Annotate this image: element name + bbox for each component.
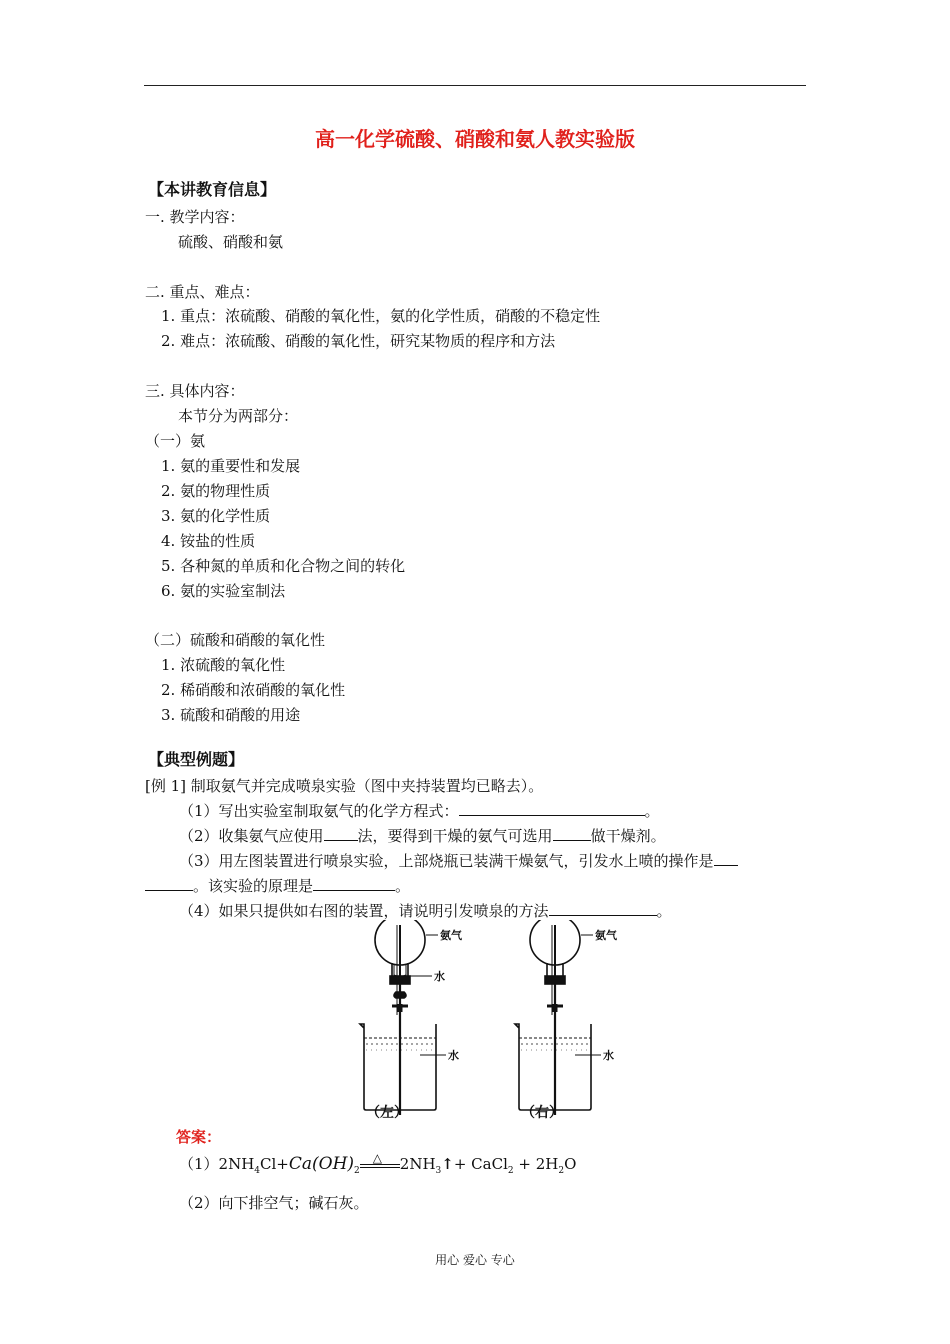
part1-item: 2. 氨的物理性质 xyxy=(161,482,271,500)
question-1: （1）写出实验室制取氨气的化学方程式： 。 xyxy=(179,802,660,820)
example1-stem: [例 1] 制取氨气并完成喷泉实验（图中夹持装置均已略去）。 xyxy=(145,777,544,795)
p1-label: 一. 教学内容： xyxy=(145,208,245,226)
question-2: （2）收集氨气应使用 法，要得到干燥的氨气可选用 做干燥剂。 xyxy=(179,827,666,845)
question-4: （4）如果只提供如右图的装置，请说明引发喷泉的方法 。 xyxy=(179,902,672,920)
left-apparatus xyxy=(360,920,446,1115)
page-footer: 用心 爱心 专心 xyxy=(435,1253,515,1267)
part2-item: 2. 稀硝酸和浓硝酸的氧化性 xyxy=(161,681,346,699)
p2-label: 二. 重点、难点： xyxy=(145,283,260,301)
answer-label: 答案： xyxy=(176,1128,222,1146)
part1-item: 3. 氨的化学性质 xyxy=(161,507,271,525)
part1-item: 6. 氨的实验室制法 xyxy=(161,582,286,600)
section-heading-info: 【本讲教育信息】 xyxy=(148,180,277,199)
part2-item: 3. 硫酸和硝酸的用途 xyxy=(161,706,301,724)
p2-item: 1. 重点：浓硫酸、硝酸的氧化性，氨的化学性质，硝酸的不稳定性 xyxy=(161,307,601,325)
section-heading-examples: 【典型例题】 xyxy=(148,750,245,769)
caption-left: （左） xyxy=(366,1105,408,1121)
label-ammonia-right: 氨气 xyxy=(595,929,617,942)
label-water-beaker-right: 水 xyxy=(603,1049,614,1062)
fountain-apparatus-figure xyxy=(350,920,660,1125)
answer-1-equation: $(1)2NH_4Cl+Ca(OH)_2$ △ $2NH_3↑+$ CaCl$_2$ + $2H_2O$ xyxy=(179,1151,577,1176)
p3-intro: 本节分为两部分： xyxy=(178,407,299,425)
part2-item: 1. 浓硫酸的氧化性 xyxy=(161,656,286,674)
part2-heading: （二）硫酸和硝酸的氧化性 xyxy=(145,631,326,649)
label-water-flask-left: 水 xyxy=(434,970,445,983)
caption-right: （右） xyxy=(521,1105,563,1121)
question-3: （3）用左图装置进行喷泉实验，上部烧瓶已装满干燥氨气，引发水上喷的操作是 xyxy=(179,851,738,871)
p2-item: 2. 难点：浓硫酸、硝酸的氧化性，研究某物质的程序和方法 xyxy=(161,332,556,350)
part1-item: 1. 氨的重要性和发展 xyxy=(161,457,301,475)
part1-heading: （一）氨 xyxy=(145,432,206,450)
page-title: 高一化学硫酸、硝酸和氨人教实验版 xyxy=(315,127,635,151)
question-3-cont: 。该实验的原理是 。 xyxy=(145,876,410,896)
part1-item: 4. 铵盐的性质 xyxy=(161,532,256,550)
header-rule xyxy=(144,85,806,86)
part1-item: 5. 各种氮的单质和化合物之间的转化 xyxy=(161,557,406,575)
answer-2: （2）向下排空气；碱石灰。 xyxy=(179,1194,369,1212)
label-ammonia-left: 氨气 xyxy=(440,929,462,942)
p3-label: 三. 具体内容： xyxy=(145,382,245,400)
label-water-beaker-left: 水 xyxy=(448,1049,459,1062)
right-apparatus xyxy=(515,920,601,1115)
p1-content: 硫酸、硝酸和氨 xyxy=(178,233,284,251)
